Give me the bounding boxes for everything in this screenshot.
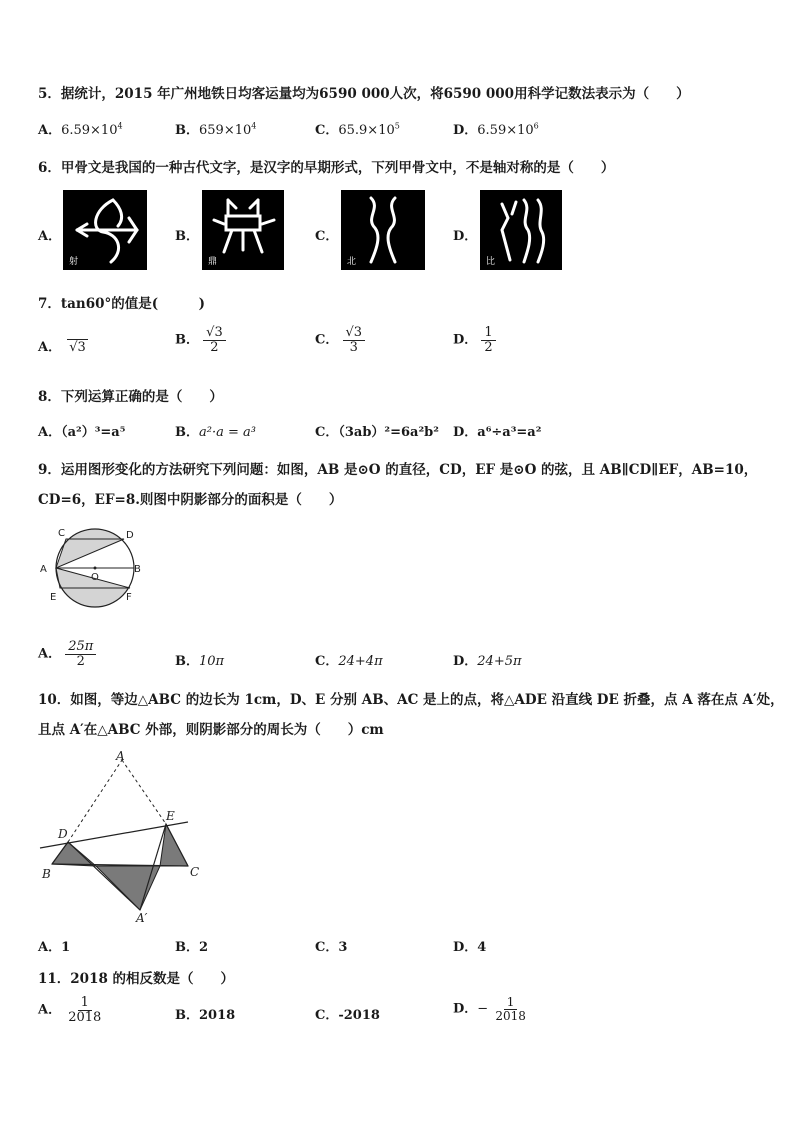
q9-stem-line1: 9．运用图形变化的方法研究下列问题：如图，AB 是⊙O 的直径，CD，EF 是⊙O 的弦，且 AB∥CD∥EF，AB=10，	[38, 462, 758, 478]
fraction: $\frac{1}{2018}$	[495, 995, 526, 1023]
q6-glyph-d-caption: 比	[486, 257, 496, 267]
q10-figure	[38, 748, 218, 923]
q9-label-o: O	[91, 572, 99, 583]
q11-option-a: A． $\frac{1}{2018}$	[38, 996, 104, 1024]
q8-option-d: D．a⁶÷a³=a²	[453, 425, 542, 440]
q10-label-b: B	[42, 867, 51, 881]
q10-label-a: A	[116, 749, 125, 763]
q9-stem-line2: CD=6，EF=8.则图中阴影部分的面积是（ ）	[38, 492, 343, 508]
q6-glyph-a	[63, 190, 147, 270]
q11-option-d: D．− $\frac{1}{2018}$	[453, 996, 529, 1022]
q5-option-c: C．$65.9\times 10^5$	[315, 121, 400, 138]
q10-option-d: D．4	[453, 940, 487, 955]
q9-option-b: B．10π	[175, 654, 225, 669]
q10-stem-line1: 10．如图，等边△ABC 的边长为 1cm，D、E 分别 AB、AC 是上的点，将△ADE 沿直线 DE 折叠，点 A 落在点 A′处，	[38, 692, 784, 708]
oracle-bone-bi-icon	[480, 190, 562, 270]
fraction: $\frac{√3}{3}$	[343, 326, 366, 354]
q9-label-b: B	[134, 564, 141, 575]
q9-label-d: D	[126, 530, 134, 541]
q9-label-f: F	[126, 592, 132, 603]
q5-option-b: B．$659\times 10^4$	[175, 121, 257, 138]
q6-option-c-label: C．	[315, 229, 339, 244]
q8-option-a: A．（a²）³=a⁵	[38, 425, 126, 440]
oracle-bone-she-icon	[63, 190, 147, 270]
q5-option-a: A．$6.59\times 10^4$	[38, 121, 123, 138]
q7-option-b: B． $\frac{√3}{2}$	[175, 326, 226, 354]
fraction: $\frac{25\pi}{2}$	[65, 640, 96, 668]
q9-label-c: C	[58, 528, 65, 539]
q11-stem: 11．2018 的相反数是（ ）	[38, 971, 235, 987]
q10-label-e: E	[166, 809, 175, 823]
q11-option-c: C．-2018	[315, 1008, 380, 1023]
q9-option-c: C．24+4π	[315, 654, 383, 669]
fraction: $\frac{√3}{2}$	[203, 326, 226, 354]
q7-option-d: D． $\frac{1}{2}$	[453, 326, 496, 354]
q7-option-a: A． √3	[38, 340, 86, 355]
q6-option-d-label: D．	[453, 229, 478, 244]
q7-stem: 7．tan60°的值是( )	[38, 296, 206, 312]
oracle-bone-ding-icon	[202, 190, 284, 270]
q6-option-b-label: B．	[175, 229, 199, 244]
q9-option-d: D．24+5π	[453, 654, 522, 669]
q6-option-a-label: A．	[38, 229, 62, 244]
q6-glyph-a-caption: 射	[69, 257, 79, 267]
q8-option-c: C．（3ab）²=6a²b²	[315, 425, 439, 440]
q10-label-a-prime: A′	[136, 911, 148, 923]
q9-label-e: E	[50, 592, 57, 603]
q5-stem: 5．据统计，2015 年广州地铁日均客运量均为6590 000人次，将6590 000用科学记数法表示为（ ）	[38, 86, 690, 102]
q10-label-c: C	[190, 865, 200, 879]
q10-option-a: A．1	[38, 940, 71, 955]
q11-option-b: B．2018	[175, 1008, 236, 1023]
q6-glyph-d	[480, 190, 562, 270]
q10-option-b: B．2	[175, 940, 209, 955]
fraction: $\frac{1}{2018}$	[68, 995, 102, 1025]
fraction: $\frac{1}{2}$	[481, 326, 495, 354]
q9-label-a: A	[40, 564, 47, 575]
q6-glyph-b	[202, 190, 284, 270]
q9-option-a: A． $\frac{25\pi}{2}$	[38, 640, 96, 668]
q10-option-c: C．3	[315, 940, 348, 955]
q5-option-d: D．$6.59\times 10^6$	[453, 121, 539, 138]
q9-figure	[38, 524, 148, 608]
oracle-bone-bei-icon	[341, 190, 425, 270]
q8-option-b: B．a²·a = a³	[175, 425, 256, 440]
q6-glyph-c-caption: 北	[347, 257, 357, 267]
q10-stem-line2: 且点 A′在△ABC 外部，则阴影部分的周长为（ ）cm	[38, 722, 384, 738]
q6-stem: 6．甲骨文是我国的一种古代文字，是汉字的早期形式，下列甲骨文中，不是轴对称的是（ ）	[38, 160, 615, 176]
q10-label-d: D	[58, 827, 68, 841]
q8-stem: 8．下列运算正确的是（ ）	[38, 389, 223, 405]
sqrt-sign: √3	[69, 340, 86, 355]
q6-glyph-b-caption: 鼎	[208, 257, 218, 267]
q7-option-c: C． $\frac{√3}{3}$	[315, 326, 365, 354]
q6-glyph-c	[341, 190, 425, 270]
